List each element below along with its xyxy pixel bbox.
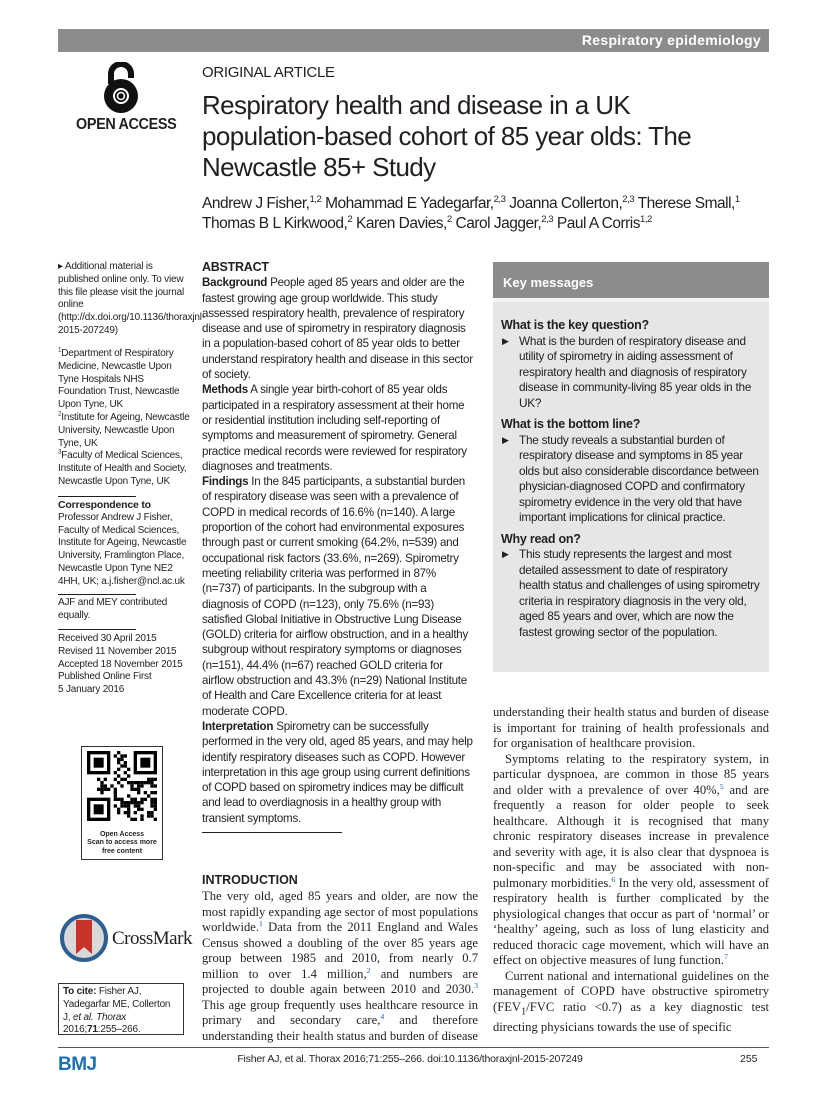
qr-code[interactable] bbox=[81, 746, 163, 860]
to-cite-label: To cite: bbox=[63, 986, 97, 997]
author-list bbox=[202, 194, 782, 234]
author-name: Andrew J Fisher, bbox=[202, 195, 310, 212]
bmj-logo: BMJ bbox=[58, 1054, 97, 1075]
key-answer bbox=[501, 433, 761, 526]
abstract-section-label: Methods bbox=[202, 383, 248, 397]
text-run: and are frequently a reason for older people to seek healthcare. Although it is recognised that many chronic respiratory diseases increase in prevalence and severity with age, it is also clear that dyspnoea is non-specific and may be associated with non-pulmonary morbidities. bbox=[493, 782, 769, 890]
author-affiliation: 2 bbox=[347, 213, 353, 225]
affiliation bbox=[58, 412, 193, 450]
affiliation bbox=[58, 450, 193, 488]
author-affiliation: 2,3 bbox=[622, 193, 635, 205]
citation-reference[interactable]: 6 bbox=[611, 874, 616, 884]
key-answer-text: This study represents the largest and most detailed assessment to date of respiratory health status and challenges of using spirometry criteria in respiratory diagnosis in the very old, aged 85 years and over, which are now the fastest growing sector of the population. bbox=[519, 547, 760, 639]
author-name: Joanna Collerton, bbox=[509, 195, 623, 212]
text-run: The very old, aged 85 years and older, are now the most rapidly expanding age sector of most populations worldwide. bbox=[202, 889, 478, 934]
intro-paragraph-1 bbox=[202, 889, 478, 1044]
article-date: Revised 11 November 2015 bbox=[58, 645, 177, 657]
key-question: What is the bottom line? bbox=[501, 417, 641, 431]
subscript: 1 bbox=[521, 1006, 527, 1018]
introduction-col2 bbox=[493, 705, 769, 1045]
affiliation-text: Institute for Ageing, Newcastle University, Newcastle Upon Tyne, UK bbox=[58, 411, 190, 449]
affiliations bbox=[58, 348, 193, 489]
author-affiliation: 1 bbox=[734, 193, 740, 205]
citation-reference[interactable]: 2 bbox=[366, 965, 371, 975]
citation-reference[interactable]: 4 bbox=[380, 1011, 385, 1021]
article-date: Received 30 April 2015 bbox=[58, 633, 157, 644]
correspondence bbox=[58, 499, 193, 589]
page-number: 255 bbox=[740, 1053, 758, 1065]
bullet-triangle-icon: ▶ bbox=[502, 335, 509, 346]
abstract-section-text: In the 845 participants, a substantial burden of respiratory disease was seen with a prevalence of COPD in medical records of 16.6% (n=140). A large proportion of the cohort had environmental exposures through past or current smoking (64.2%, n=539) and occupational risk factors (33.6%, n=269). Spirometry meeting reliability criteria was performed in 87% (n=737) of participants. In the subgroup with a diagnosis of COPD (n=123), only 75.6% (n=93) satisfied Global Initiative in Obstructive Lung Disease (GOLD) criteria for airflow obstruction, and in a healthy subgroup without respiratory symptoms or diagnoses (n=151), 44.4% (n=67) reached GOLD criteria for airflow obstruction and 43.3% (n=29) National Institute of Health and Care Excellence criteria for at least moderate COPD. bbox=[202, 475, 469, 718]
intro-paragraph-3 bbox=[493, 969, 769, 1036]
key-answer-text: The study reveals a substantial burden of respiratory disease and symptoms in 85 year olds but also considerable discordance between physician-diagnosed COPD and confirmatory spirometry evidence in the very old that have important implications for clinical practice. bbox=[519, 432, 759, 524]
article-date: Accepted 18 November 2015 bbox=[58, 658, 183, 670]
qr-caption-line: Scan to access more bbox=[87, 839, 157, 846]
abstract-section-text: Spirometry can be successfully performed in the very old, aged 85 years, and may help identify respiratory diseases such as COPD. However interpretation in this age group using current definitions of COPD based on spirometry indices may be difficult and lead to overdiagnosis in a healthy group with transient symptoms. bbox=[202, 719, 473, 825]
abstract-section-text: A single year birth-cohort of 85 year olds participated in a respiratory assessment at their home or residential institution including self-reporting of symptoms and measurement of spirometry. General practice medical records were reviewed for respiratory diagnoses and treatments. bbox=[202, 383, 467, 473]
article-date: 5 January 2016 bbox=[58, 684, 125, 696]
author-affiliation: 1,2 bbox=[309, 193, 322, 205]
qr-caption-line: Open Access bbox=[99, 830, 145, 838]
text-run: Symptoms relating to the respiratory system, in particular dyspnoea, are common in those 85 years and older with a prevalence of over 40%, bbox=[493, 751, 769, 797]
affiliation-text: Department of Respiratory Medicine, Newcastle Upon Tyne Hospitals NHS Foundation Trust, Newcastle Upon Tyne, UK bbox=[58, 348, 180, 411]
abstract-section bbox=[202, 382, 474, 474]
abstract-section bbox=[202, 275, 474, 382]
crossmark-badge[interactable] bbox=[60, 912, 190, 968]
citation-reference[interactable]: 3 bbox=[474, 980, 478, 990]
author-name: Paul A Corris bbox=[556, 215, 640, 232]
author-name: Karen Davies, bbox=[356, 215, 447, 232]
author-name: Therese Small, bbox=[637, 195, 735, 212]
key-question: Why read on? bbox=[501, 531, 581, 546]
author-name: Thomas B L Kirkwood, bbox=[202, 215, 348, 232]
key-messages-title: Key messages bbox=[493, 262, 769, 302]
key-answer bbox=[501, 334, 761, 412]
text-run: Current national and international guidelines on the management of COPD have obstructive spirometry (FEV bbox=[493, 968, 769, 1014]
divider bbox=[202, 832, 342, 833]
text-run: and numbers are projected to double again between 2010 and 2030. bbox=[202, 966, 478, 996]
bullet-triangle-icon: ▶ bbox=[502, 434, 509, 445]
key-answer bbox=[501, 547, 761, 640]
crossmark-icon bbox=[60, 912, 108, 964]
affiliation bbox=[58, 348, 193, 412]
abstract-section-label: Interpretation bbox=[202, 719, 274, 733]
abstract-section bbox=[202, 474, 474, 719]
affiliation-number: 2 bbox=[58, 410, 62, 418]
citation-reference[interactable]: 7 bbox=[723, 951, 728, 961]
equal-contribution-note: AJF and MEY contributed equally. bbox=[58, 597, 168, 621]
author-affiliation: 2,3 bbox=[493, 193, 506, 205]
crossmark-label: CrossMark bbox=[112, 928, 192, 949]
key-question: What is the key question? bbox=[501, 318, 649, 332]
qr-caption-line: free content bbox=[101, 847, 143, 855]
text-run: In the very old, assessment of respiratory health is further complicated by the physiological changes that occur as part of ‘normal’ or ‘healthy’ ageing, such as loss of lung elasticity and reduced thoracic cage movement, which will have an effect on objective measures of lung function. bbox=[493, 875, 769, 967]
to-cite-year: 2016; bbox=[63, 1024, 88, 1036]
abstract-section-label: Background bbox=[202, 276, 268, 290]
to-cite-box bbox=[58, 983, 184, 1035]
qr-code-icon bbox=[87, 751, 157, 821]
article-dates bbox=[58, 633, 193, 697]
key-messages-box bbox=[493, 262, 769, 672]
open-access-lock-icon bbox=[98, 62, 144, 114]
to-cite-journal: Thorax bbox=[96, 1011, 126, 1023]
author-name: Carol Jagger, bbox=[455, 215, 542, 232]
correspondence-text: Professor Andrew J Fisher, Faculty of Medical Sciences, Institute for Ageing, Newcastle University, Framlington Place, Newcastle Upon Tyne NE2 4HH, UK; a.j.fisher@ncl.ac.uk bbox=[58, 511, 187, 587]
affiliation-text: Faculty of Medical Sciences, Institute of Health and Society, Newcastle Upon Tyne, UK bbox=[58, 450, 187, 487]
abstract-section bbox=[202, 719, 474, 826]
citation-reference[interactable]: 5 bbox=[719, 781, 724, 791]
author-affiliation: 2,3 bbox=[541, 213, 554, 225]
abstract-section-text: People aged 85 years and older are the fastest growing age group worldwide. This study assessed respiratory health, prevalence of respiratory disease and use of spirometry in respiratory diagnosis in a population-based cohort of 85 year olds to better understand respiratory health and disease in this sector of society. bbox=[202, 276, 473, 382]
to-cite-etal: et al. bbox=[72, 1011, 94, 1023]
footer-citation: Fisher AJ, et al. Thorax 2016;71:255–266. doi:10.1136/thoraxjnl-2015-207249 bbox=[237, 1053, 583, 1065]
footer-rule bbox=[58, 1047, 769, 1048]
intro-paragraph-2 bbox=[493, 752, 769, 969]
to-cite-text: Fisher AJ, Yadegarfar ME, Collerton J, bbox=[63, 986, 171, 1023]
author-affiliation: 1,2 bbox=[640, 213, 652, 225]
introduction-heading: INTRODUCTION bbox=[202, 873, 298, 887]
bullet-triangle-icon: ▶ bbox=[502, 549, 509, 559]
affiliation-number: 3 bbox=[58, 449, 62, 457]
abstract bbox=[202, 260, 474, 826]
intro-paragraph-1-cont bbox=[493, 705, 769, 752]
text-run: This age group frequently uses healthcare resource in primary and secondary care, bbox=[202, 997, 478, 1027]
divider bbox=[58, 629, 136, 630]
abstract-section-label: Findings bbox=[202, 475, 249, 489]
abstract-heading: ABSTRACT bbox=[202, 260, 269, 274]
text-run: and therefore understanding their health status and burden of disease bbox=[202, 1013, 478, 1043]
citation-reference[interactable]: 1 bbox=[259, 918, 263, 928]
section-header: Respiratory epidemiology bbox=[58, 29, 769, 52]
article-title: Respiratory health and disease in a UK population-based cohort of 85 year olds: The Newcastle 85+ Study bbox=[202, 90, 692, 182]
divider bbox=[58, 594, 136, 595]
key-answer-text: What is the burden of respiratory disease and utility of spirometry in aiding assessment of respiratory health and diagnosis of respiratory disease in community-living 85 year olds in the UK? bbox=[519, 333, 752, 410]
text-run: understanding their health status and burden of disease is important for training of health professionals and for organisation of healthcare provision. bbox=[493, 705, 769, 750]
author-name: Mohammad E Yadegarfar, bbox=[325, 195, 494, 212]
affiliation-number: 1 bbox=[58, 346, 62, 354]
additional-material-note: ▸ Additional material is published online only. To view this file please visit the journal online (http://dx.doi.org/10.1136/thoraxjnl-2015-207249) bbox=[58, 261, 205, 336]
introduction-col1 bbox=[202, 889, 478, 1044]
article-type: ORIGINAL ARTICLE bbox=[202, 64, 335, 81]
to-cite-volume: 71 bbox=[87, 1024, 98, 1036]
text-run: /FVC ratio <0.7) as a key diagnostic test directing physicians towards the use of specific bbox=[493, 999, 769, 1034]
qr-caption bbox=[82, 831, 162, 857]
text-run: Data from the 2011 England and Wales Census showed a doubling of the over 85 years age group between 1985 and 2010, from nearly 0.7 million to over 1.4 million, bbox=[202, 920, 478, 981]
open-access-label: OPEN ACCESS bbox=[76, 116, 177, 133]
to-cite-pages: :255–266. bbox=[97, 1024, 141, 1036]
article-date: Published Online First bbox=[58, 671, 152, 683]
divider bbox=[58, 496, 136, 497]
author-affiliation: 2 bbox=[446, 213, 452, 225]
correspondence-label: Correspondence to bbox=[58, 499, 151, 511]
